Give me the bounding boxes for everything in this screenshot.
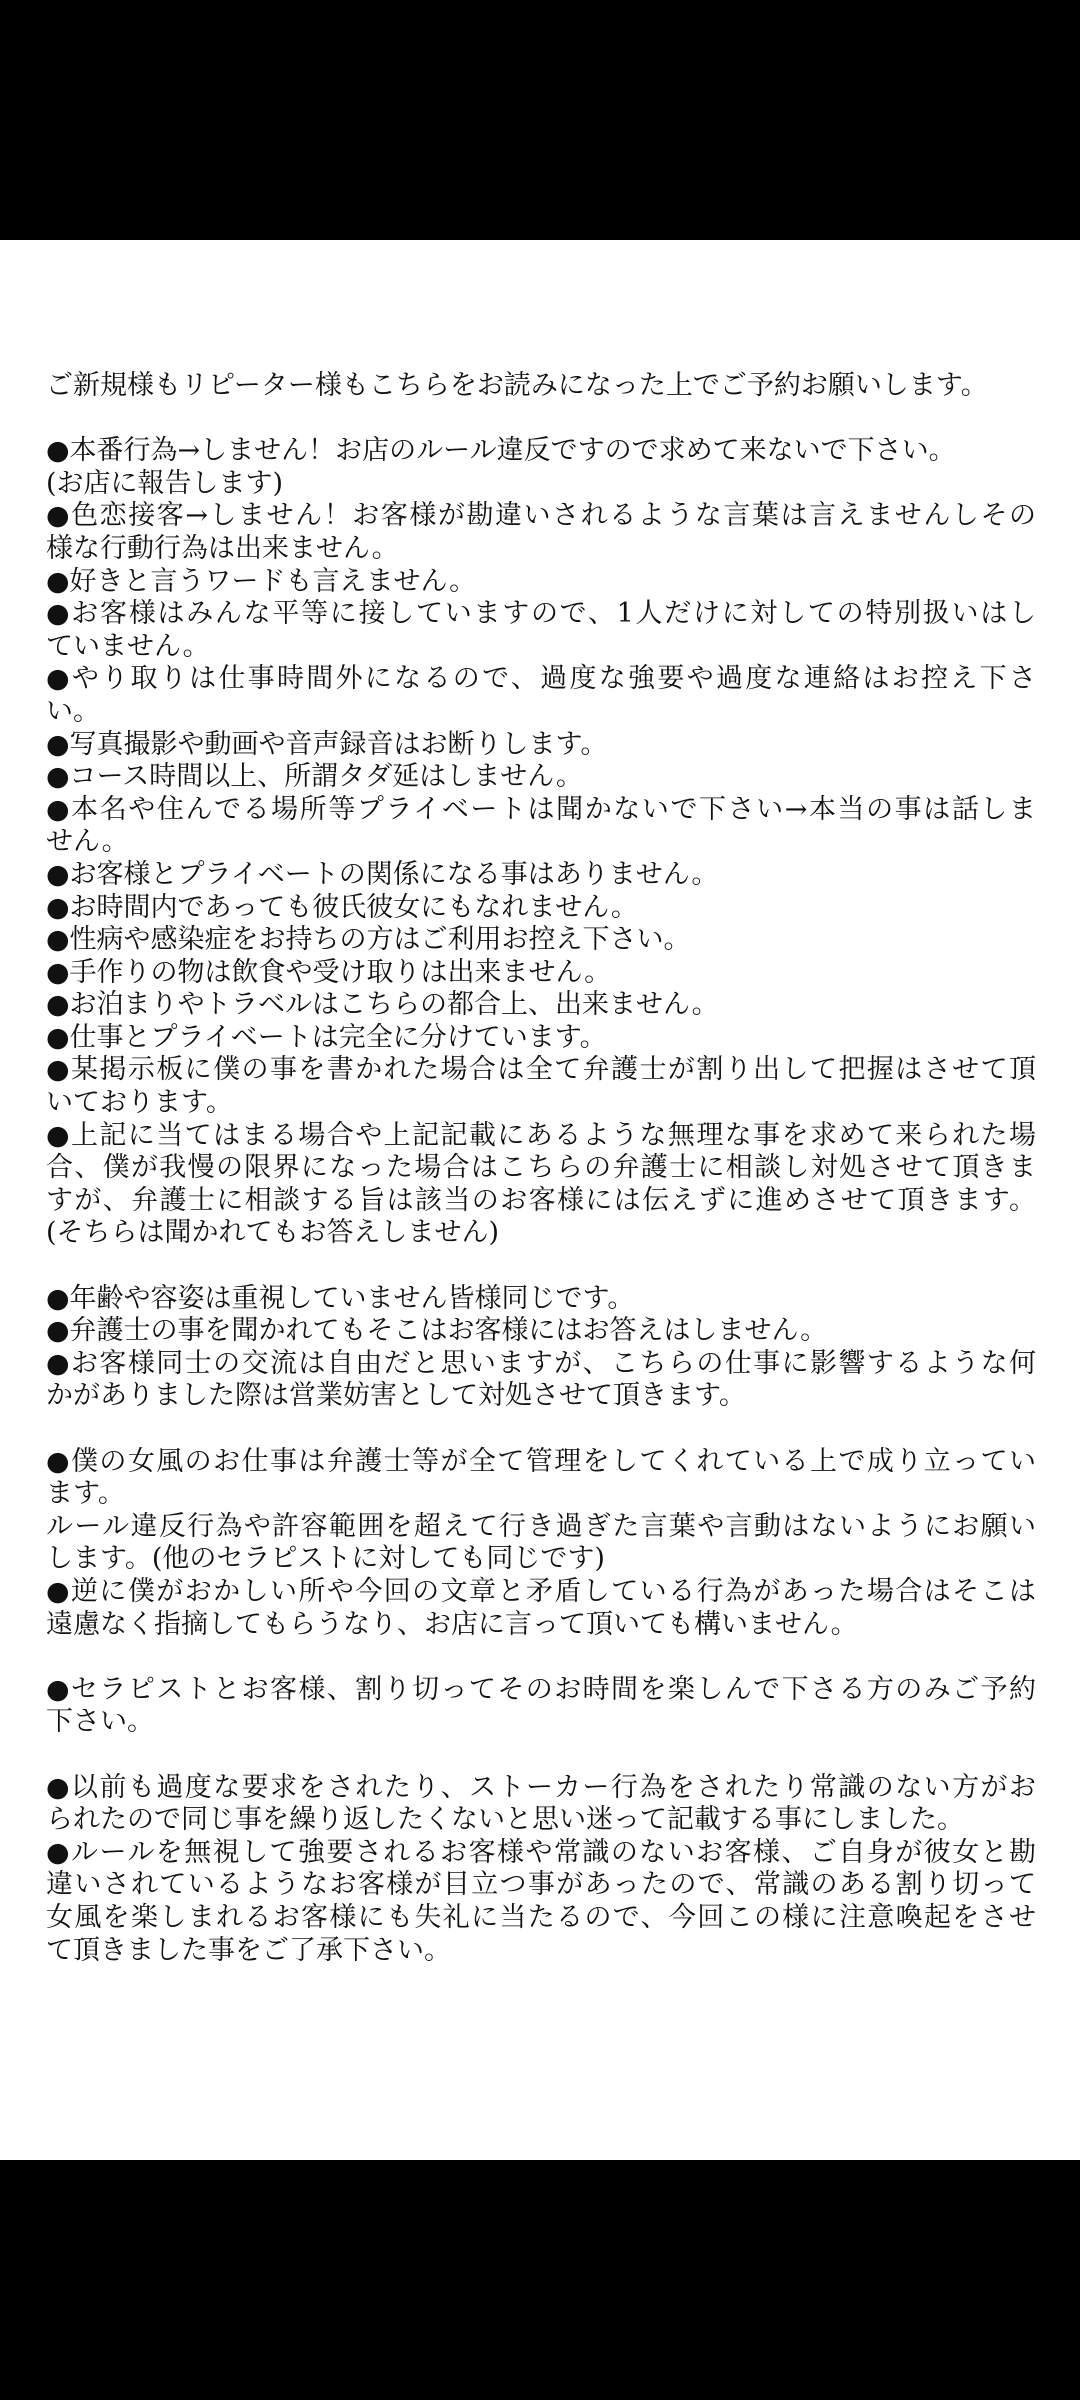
notice-line: ●上記に当てはまる場合や上記記載にあるような無理な事を求めて来られた場 [46,1119,1036,1151]
notice-line: い。 [46,695,100,727]
notice-line: ていません。 [46,630,210,662]
notice-line: (そちらは聞かれてもお答えしません) [46,1217,500,1249]
notice-line: 様な行動行為は出来ません。 [46,532,399,564]
notice-line: ●仕事とプライベートは完全に分けています。 [46,1021,607,1053]
notice-page [0,240,1080,2160]
notice-line: ●本名や住んでる場所等プライベートは聞かないで下さい→本当の事は話しま [46,793,1036,825]
notice-line: 遠慮なく指摘してもらうなり、お店に言って頂いても構いません。 [46,1608,858,1640]
notice-line: します。(他のセラピストに対しても同じです) [46,1543,605,1575]
blank-line [46,1250,1036,1283]
notice-line: ●写真撮影や動画や音声録音はお断りします。 [46,728,608,760]
notice-line: ●僕の女風のお仕事は弁護士等が全て管理をしてくれている上で成り立ってい [46,1445,1036,1477]
notice-line: すが、弁護士に相談する旨は該当のお客様には伝えずに進めさせて頂きます。 [46,1184,1036,1216]
notice-line: ます。 [46,1478,125,1510]
notice-line: ●お泊まりやトラベルはこちらの都合上、出来ません。 [46,989,719,1021]
notice-line: かがありました際は営業妨害として対処させて頂きます。 [46,1380,746,1412]
notice-line: ●ルールを無視して強要されるお客様や常識のないお客様、ご自身が彼女と勘 [46,1836,1036,1868]
notice-line: ●セラピストとお客様、割り切ってそのお時間を楽しんで下さる方のみご予約 [46,1673,1036,1705]
notice-line: ●某掲示板に僕の事を書かれた場合は全て弁護士が割り出して把握はさせて頂 [46,1054,1036,1086]
blank-line [46,1739,1036,1772]
notice-line: ●逆に僕がおかしい所や今回の文章と矛盾している行為があった場合はそこは [46,1575,1036,1607]
notice-line: 合、僕が我慢の限界になった場合はこちらの弁護士に相談し対処させて頂きま [46,1152,1036,1184]
notice-line: いております。 [46,1087,233,1119]
blank-line [46,1641,1036,1674]
notice-line: て頂きました事をご了承下さい。 [46,1934,451,1966]
notice-line: ●年齢や容姿は重視していません皆様同じです。 [46,1282,635,1314]
notice-line: ●色恋接客→しません！お客様が勘違いされるような言葉は言えませんしその [46,500,1036,532]
notice-line: ●弁護士の事を聞かれてもそこはお客様にはお答えはしません。 [46,1315,828,1347]
top-letterbox [0,0,1080,240]
blank-line [46,403,1036,436]
notice-line: ●性病や感染症をお持ちの方はご利用お控え下さい。 [46,924,691,956]
notice-line: 下さい。 [46,1706,154,1738]
notice-line: 違いされているようなお客様が目立つ事があったので、常識のある割り切って [46,1869,1036,1901]
notice-line: ●お客様はみんな平等に接していますので、1人だけに対しての特別扱いはし [46,598,1036,630]
notice-line: ●やり取りは仕事時間外になるので、過度な強要や過度な連絡はお控え下さ [46,663,1036,695]
notice-line: ●お客様とプライベートの関係になる事はありません。 [46,858,719,890]
notice-line: せん。 [46,826,129,858]
notice-line: ご新規様もリピーター様もこちらをお読みになった上でご予約お願いします。 [46,370,988,401]
notice-line: られたので同じ事を繰り返したくないと思い迷って記載する事にしました。 [46,1804,964,1836]
notice-line: ●本番行為→しません！お店のルール違反ですので求めて来ないで下さい。 [46,435,956,467]
notice-line: ●手作りの物は飲食や受け取りは出来ません。 [46,956,612,988]
notice-line: ●コース時間以上、所謂タダ延はしません。 [46,761,583,793]
notice-line: ●お時間内であっても彼氏彼女にもなれません。 [46,891,638,923]
notice-text [46,370,1036,1967]
bottom-letterbox [0,2160,1080,2400]
notice-line: ●お客様同士の交流は自由だと思いますが、こちらの仕事に影響するような何 [46,1347,1036,1379]
blank-line [46,1413,1036,1446]
notice-line: (お店に報告します) [46,467,284,499]
notice-line: 女風を楽しまれるお客様にも失礼に当たるので、今回この様に注意喚起をさせ [46,1901,1036,1933]
notice-line: ●以前も過度な要求をされたり、ストーカー行為をされたり常識のない方がお [46,1771,1036,1803]
notice-line: ルール違反行為や許容範囲を超えて行き過ぎた言葉や言動はないようにお願い [46,1510,1036,1542]
notice-line: ●好きと言うワードも言えません。 [46,565,477,597]
